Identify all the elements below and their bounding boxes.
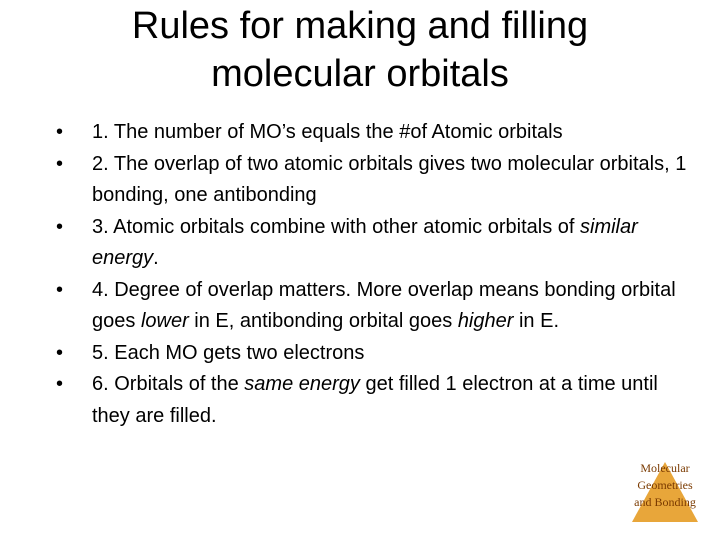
bullet-item [56,117,696,149]
bullet-item [56,149,696,212]
bullet-item [56,275,696,338]
bullet-text: . [153,247,159,269]
bullet-text: 1. The number of MO’s equals the #of Atomic orbitals [92,121,563,143]
footer-logo-text: Molecular Geometries and Bonding [634,461,696,509]
bullet-text-emphasis: similar energy [92,215,638,269]
bullet-text: 2. The overlap of two atomic orbitals gives two molecular orbitals, 1 bonding, one antibonding [92,152,687,206]
bullet-text: in E, antibonding orbital goes [188,310,458,332]
title-line-2: molecular orbitals [211,53,509,95]
bullet-text: in E. [513,310,559,332]
bullet-item [56,212,696,275]
bullet-text: 4. Degree of overlap matters. More overlap means bonding orbital goes [92,278,676,332]
slide-title [0,2,720,98]
bullet-text-emphasis: same energy [244,373,360,395]
bullet-mark: • [56,152,64,175]
title-line-1: Rules for making and filling [131,5,589,47]
bullet-text: 5. Each MO gets two electrons [92,341,365,364]
bullet-list [56,117,696,432]
bullet-mark: • [56,215,64,238]
bullet-text-emphasis: lower [140,310,189,332]
bullet-text: 3. Atomic orbitals combine with other atomic orbitals of [92,215,580,238]
bullet-text: 6. Orbitals of the [92,373,245,395]
bullet-mark: • [56,373,64,395]
bullet-mark: • [56,278,64,301]
bullet-mark: • [56,341,64,364]
footer-logo [620,452,710,532]
bullet-item [56,338,696,370]
bullet-item [56,369,696,432]
bullet-text: get filled 1 electron at a time until they are filled. [92,373,658,427]
bullet-mark: • [56,121,64,143]
bullet-text-emphasis: higher [457,310,514,332]
